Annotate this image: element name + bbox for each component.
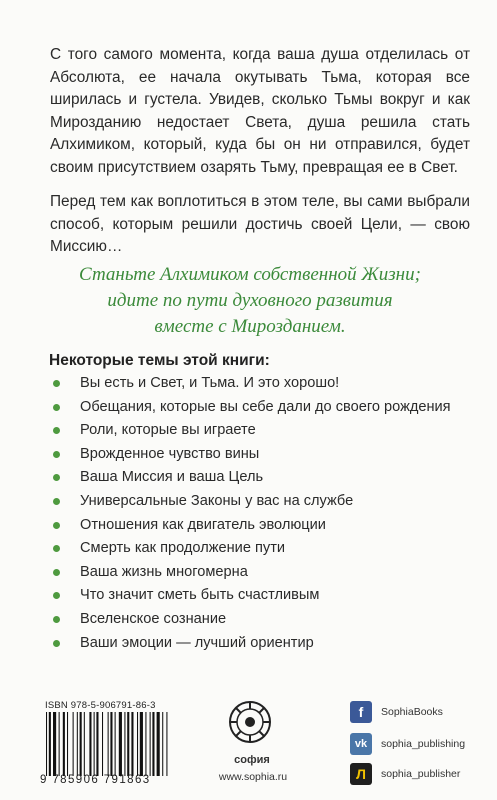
bullet-icon: [53, 569, 60, 576]
topic-item: [50, 634, 470, 652]
quote-line-3: вместе с Мирозданием.: [154, 316, 346, 337]
topic-text: Роли, которые вы играете: [80, 422, 256, 439]
barcode-bar: [140, 712, 143, 776]
publisher-logo-icon: [228, 700, 272, 744]
topics-list: [50, 374, 470, 657]
publisher-name: софия: [234, 754, 270, 766]
topic-text: Универсальные Законы у вас на службе: [80, 492, 354, 509]
topic-item: [50, 516, 470, 534]
barcode-bar: [77, 712, 78, 776]
topic-text: Что значит сметь быть счастливым: [80, 587, 320, 604]
barcode-bar: [102, 712, 103, 776]
topic-item: [50, 445, 470, 463]
bullet-icon: [53, 592, 60, 599]
barcode-bar: [46, 712, 47, 776]
barcode-bar: [49, 712, 51, 776]
social-livejournal[interactable]: [350, 762, 480, 786]
social-facebook-label: SophiaBooks: [381, 706, 443, 718]
topic-item: [50, 421, 470, 439]
bullet-icon: [53, 616, 60, 623]
livejournal-icon: Л: [350, 763, 372, 785]
barcode-number: 9 785906 791863: [40, 774, 151, 786]
barcode-bar: [59, 712, 60, 776]
barcode-bar: [150, 712, 151, 776]
barcode-bar: [162, 712, 163, 776]
social-facebook[interactable]: [350, 700, 480, 724]
barcode-bar: [124, 712, 125, 776]
social-vk-label: sophia_publishing: [381, 738, 466, 750]
highlight-quote: [50, 262, 450, 340]
barcode-bar: [73, 712, 74, 776]
barcode-bar: [157, 712, 160, 776]
bullet-icon: [53, 474, 60, 481]
social-livejournal-label: sophia_publisher: [381, 768, 461, 780]
bullet-icon: [53, 640, 60, 647]
vk-icon: vk: [350, 733, 372, 755]
social-vk[interactable]: [350, 732, 480, 756]
bullet-icon: [53, 451, 60, 458]
topic-text: Врожденное чувство вины: [80, 445, 260, 462]
barcode-bar: [84, 712, 85, 776]
topic-item: [50, 492, 470, 510]
barcode-bar: [63, 712, 65, 776]
barcode-bar: [145, 712, 146, 776]
topic-item: [50, 374, 470, 392]
bullet-icon: [53, 380, 60, 387]
topic-item: [50, 468, 470, 486]
barcode-bar: [137, 712, 138, 776]
quote-line-2: идите по пути духовного развития: [107, 290, 393, 311]
topic-item: [50, 398, 470, 416]
barcode-bar: [96, 712, 98, 776]
topic-item: [50, 586, 470, 604]
barcode-bar: [166, 712, 167, 776]
intro-text: [50, 44, 470, 271]
topic-text: Смерть как продолжение пути: [80, 540, 286, 557]
facebook-icon: f: [350, 701, 372, 723]
barcode: [44, 712, 186, 776]
barcode-bar: [94, 712, 95, 776]
topic-text: Ваша Миссия и ваша Цель: [80, 469, 264, 486]
barcode-bar: [127, 712, 129, 776]
bullet-icon: [53, 498, 60, 505]
barcode-bar: [115, 712, 116, 776]
barcode-bar: [131, 712, 133, 776]
quote-line-1: Станьте Алхимиком собственной Жизни;: [79, 264, 421, 285]
barcode-bar: [119, 712, 122, 776]
barcode-bar: [89, 712, 91, 776]
isbn: ISBN 978-5-906791-86-3: [45, 700, 156, 711]
bullet-icon: [53, 522, 60, 529]
publisher-website-link[interactable]: www.sophia.ru: [218, 771, 288, 783]
topic-text: Обещания, которые вы себе дали до своего рождения: [80, 398, 451, 415]
barcode-bar: [108, 712, 109, 776]
topic-text: Ваша жизнь многомерна: [80, 563, 248, 580]
intro-paragraph-2: Перед тем как воплотиться в этом теле, вы сами выбрали способ, которым решили достичь своей Цели, — свою Миссию…: [50, 193, 470, 255]
barcode-bar: [152, 712, 154, 776]
topic-item: [50, 563, 470, 581]
bullet-icon: [53, 404, 60, 411]
barcode-bar: [80, 712, 82, 776]
intro-paragraph-1: С того самого момента, когда ваша душа отделилась от Абсолюта, ее начала окутывать Тьма, которая все ширилась и густела. Увидев, сколько Тьмы вокруг и как Мирозданию недостает Света, душа решила стать Алхимиком, который, куда бы он ни отправился, будет своим присутствием озарять Тьму, превращая ее в Свет.: [50, 46, 470, 176]
barcode-bar: [67, 712, 68, 776]
barcode-bar: [53, 712, 56, 776]
topic-text: Вселенское сознание: [80, 610, 227, 627]
topics-title: Некоторые темы этой книги:: [49, 352, 270, 369]
bullet-icon: [53, 545, 60, 552]
topic-item: [50, 610, 470, 628]
topic-text: Вы есть и Свет, и Тьма. И это хорошо!: [80, 375, 340, 391]
topic-item: [50, 539, 470, 557]
topic-text: Отношения как двигатель эволюции: [80, 516, 326, 533]
barcode-bar: [110, 712, 112, 776]
topic-text: Ваши эмоции — лучший ориентир: [80, 634, 314, 651]
bullet-icon: [53, 427, 60, 434]
